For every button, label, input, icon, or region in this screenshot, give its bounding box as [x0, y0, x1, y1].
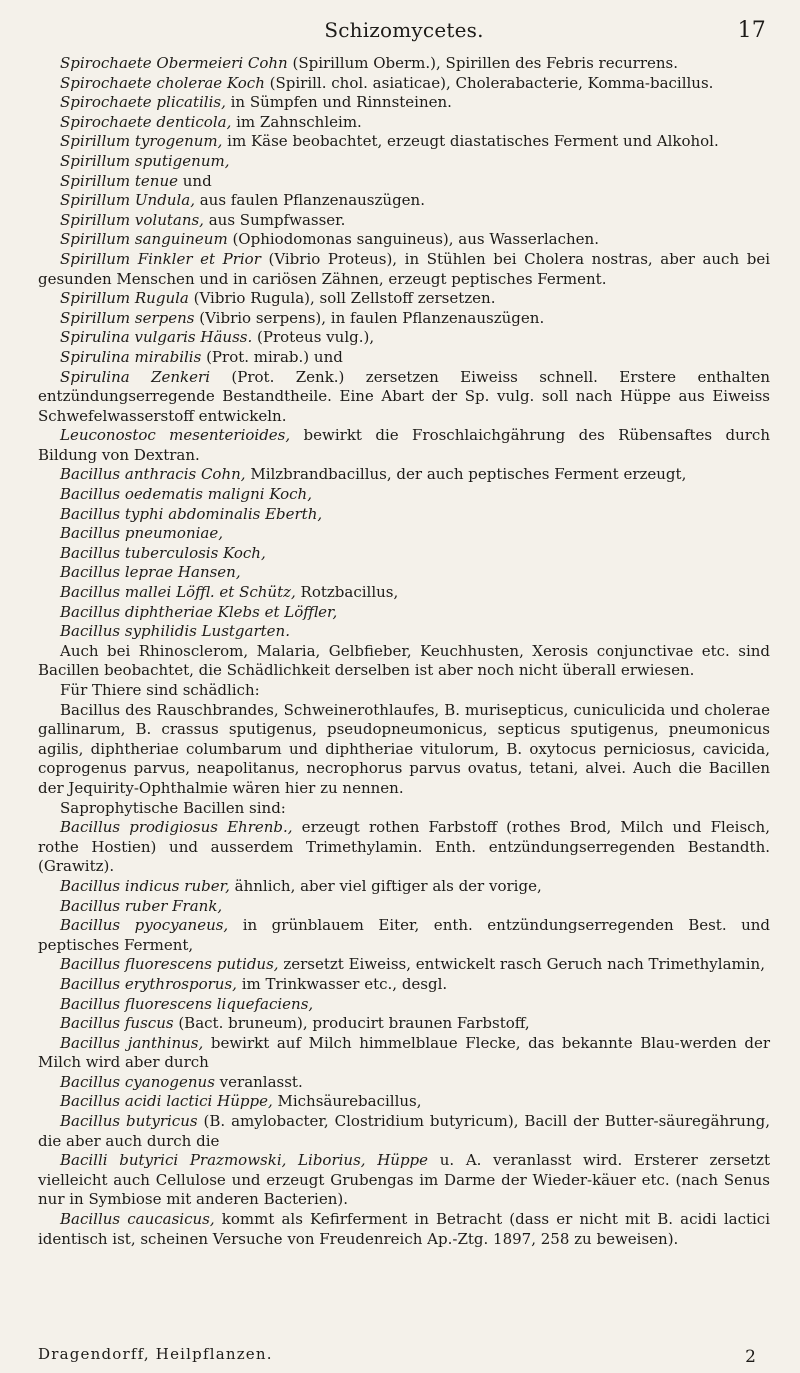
- page-number: 17: [737, 18, 766, 43]
- paragraph: [38, 132, 770, 152]
- paragraph: [38, 191, 770, 211]
- species-name: Spirillum sputigenum,: [60, 151, 230, 170]
- paragraph-text: (Vibrio Proteus), in Stühlen bei Cholera nostras, aber auch bei gesunden Menschen und in cariösen Zähnen, erzeugt peptisches Ferment.: [38, 249, 770, 288]
- paragraph-text: zersetzt Eiweiss, entwickelt rasch Geruch nach Trimethylamin,: [278, 955, 765, 974]
- paragraph-text: veranlasst.: [214, 1072, 303, 1091]
- species-name: Spirochaete cholerae Koch: [60, 73, 265, 92]
- species-name: Spirulina mirabilis: [60, 347, 202, 366]
- species-name: Bacillus cyanogenus: [60, 1072, 215, 1091]
- species-name: Spirillum tyrogenum,: [60, 132, 223, 151]
- paragraph-text: Saprophytische Bacillen sind:: [60, 798, 286, 817]
- paragraph: [38, 328, 770, 348]
- paragraph: [38, 152, 770, 172]
- paragraph-text: (B. amylobacter, Clostridium butyricum), Bacill der Butter-säuregährung, die aber auch durch die: [38, 1112, 770, 1150]
- paragraph: [38, 603, 770, 623]
- paragraph-text: (Proteus vulg.),: [252, 328, 375, 347]
- species-name: Bacillus mallei Löffl. et Schütz,: [60, 583, 296, 602]
- paragraph-text: ähnlich, aber viel giftiger als der vorige,: [229, 876, 542, 895]
- species-name: Spirillum volutans,: [60, 210, 204, 229]
- paragraph: [38, 309, 770, 329]
- paragraph: [38, 897, 770, 917]
- paragraph: [38, 172, 770, 192]
- species-name: Bacillus typhi abdominalis Eberth,: [60, 504, 323, 523]
- paragraph: [38, 877, 770, 897]
- paragraph: [38, 1112, 770, 1151]
- paragraph-text: (Prot. mirab.) und: [201, 347, 343, 366]
- paragraph-text: u. A. veranlasst wird. Ersterer zersetzt vielleicht auch Cellulose und erzeugt Grubengas im Darme der Wieder-käuer etc. (nach Senus nur in Symbiose mit anderen Bacterien).: [38, 1151, 770, 1209]
- body-text: [38, 54, 770, 1249]
- paragraph-text: (Ophiodomonas sanguineus), aus Wasserlachen.: [227, 230, 599, 249]
- species-name: Bacillus butyricus: [60, 1112, 198, 1131]
- species-name: Bacillus janthinus,: [60, 1033, 204, 1052]
- paragraph-text: bewirkt auf Milch himmelblaue Flecke, das bekannte Blau-werden der Milch wird aber durch: [38, 1033, 771, 1072]
- species-name: Bacillus fluorescens liquefaciens,: [60, 994, 314, 1013]
- species-name: Bacillus indicus ruber,: [60, 876, 230, 895]
- paragraph-text: in grünblauem Eiter, enth. entzündungserregenden Best. und peptisches Ferment,: [38, 916, 771, 954]
- paragraph-text: und: [178, 171, 212, 190]
- paragraph: [38, 818, 770, 877]
- species-name: Bacillus pyocyaneus,: [60, 916, 229, 935]
- paragraph: [38, 681, 770, 701]
- paragraph: [38, 975, 770, 995]
- paragraph: [38, 368, 770, 427]
- paragraph: [38, 1014, 770, 1034]
- species-name: Bacillus tuberculosis Koch,: [60, 543, 266, 562]
- species-name: Bacillus fuscus: [60, 1014, 174, 1033]
- paragraph: [38, 995, 770, 1015]
- species-name: Bacillus diphtheriae Klebs et Löffler,: [60, 602, 338, 621]
- paragraph: [38, 348, 770, 368]
- species-name: Spirillum serpens: [60, 308, 195, 327]
- paragraph: [38, 583, 770, 603]
- paragraph: [38, 93, 770, 113]
- paragraph: [38, 1034, 770, 1073]
- paragraph: [38, 1073, 770, 1093]
- paragraph-text: Für Thiere sind schädlich:: [60, 681, 260, 699]
- species-name: Bacillus erythrosporus,: [60, 974, 237, 993]
- species-name: Bacilli butyrici Prazmowski, Liborius, Hüppe: [60, 1151, 429, 1170]
- species-name: Spirillum Finkler et Prior: [60, 249, 261, 268]
- paragraph-text: (Vibrio serpens), in faulen Pflanzenauszügen.: [194, 308, 545, 327]
- species-name: Spirochaete Obermeieri Cohn: [60, 54, 288, 72]
- paragraph-text: aus faulen Pflanzenauszügen.: [194, 191, 425, 210]
- paragraph-text: in Sümpfen und Rinnsteinen.: [225, 93, 452, 112]
- paragraph-text: aus Sumpfwasser.: [203, 210, 346, 229]
- paragraph: [38, 544, 770, 564]
- paragraph: [38, 211, 770, 231]
- paragraph: [38, 1092, 770, 1112]
- publisher-line: Dragendorff, Heilpflanzen.: [38, 1345, 273, 1363]
- paragraph-text: (Bact. bruneum), producirt braunen Farbstoff,: [173, 1014, 530, 1033]
- paragraph: [38, 426, 770, 465]
- paragraph: [38, 955, 770, 975]
- paragraph-text: Bacillus des Rauschbrandes, Schweinerothlaufes, B. murisepticus, cuniculicida und cholerae gallinarum, B. crassus sputigenus, pseudopneumonicus, septicus sputigenus, pneumonicus agilis, diphtheriae columbarum und diphtheriae vitulorum, B. oxytocus perniciosus, cavicida, coprogenus parvus, neapolitanus, necrophorus parvus ovatus, tetani, alvei. Auch die Bacillen der Jequirity-Ophthalmie wären hier zu nennen.: [38, 700, 770, 797]
- species-name: Bacillus leprae Hansen,: [60, 563, 241, 582]
- paragraph: [38, 799, 770, 819]
- species-name: Spirillum Rugula: [60, 289, 189, 308]
- species-name: Spirochaete denticola,: [60, 112, 232, 131]
- paragraph: [38, 1151, 770, 1210]
- paragraph: [38, 250, 770, 289]
- paragraph-text: (Spirill. chol. asiaticae), Cholerabacterie, Komma-bacillus.: [264, 73, 714, 92]
- paragraph-text: Michsäurebacillus,: [272, 1092, 422, 1111]
- paragraph: [38, 289, 770, 309]
- running-title: Schizomycetes.: [324, 18, 484, 42]
- paragraph-text: (Spirillum Oberm.), Spirillen des Febris recurrens.: [287, 54, 678, 72]
- paragraph: [38, 701, 770, 799]
- species-name: Bacillus caucasicus,: [60, 1210, 215, 1229]
- page-footer: [38, 1345, 770, 1367]
- paragraph: [38, 230, 770, 250]
- paragraph-text: bewirkt die Froschlaichgährung des Rübensaftes durch Bildung von Dextran.: [38, 426, 770, 464]
- species-name: Bacillus ruber Frank,: [60, 896, 223, 915]
- species-name: Spirillum Undula,: [60, 191, 195, 210]
- species-name: Leuconostoc mesenterioides,: [60, 426, 291, 445]
- paragraph: [38, 524, 770, 544]
- paragraph-text: (Vibrio Rugula), soll Zellstoff zersetzen.: [188, 289, 496, 308]
- paragraph: [38, 485, 770, 505]
- paragraph-text: kommt als Kefirferment in Betracht (dass er nicht mit B. acidi lactici identisch ist, scheinen Versuche von Freudenreich Ap.-Ztg. 1897, 258 zu beweisen).: [38, 1210, 770, 1248]
- species-name: Bacillus prodigiosus Ehrenb.,: [60, 818, 293, 837]
- species-name: Bacillus oedematis maligni Koch,: [60, 485, 312, 504]
- paragraph: [38, 54, 770, 74]
- paragraph: [38, 74, 770, 94]
- paragraph-text: erzeugt rothen Farbstoff (rothes Brod, Milch und Fleisch, rothe Hostien) und ausserdem Trimethylamin. Enth. entzündungserregenden Bestandth. (Grawitz).: [38, 818, 770, 876]
- paragraph-text: Auch bei Rhinosclerom, Malaria, Gelbfieber, Keuchhusten, Xerosis conjunctivae etc. sind Bacillen beobachtet, die Schädlichkeit derselben ist aber noch nicht überall erwiesen.: [38, 641, 770, 680]
- species-name: Spirulina vulgaris Häuss.: [60, 328, 253, 347]
- paragraph: [38, 1210, 770, 1249]
- paragraph-text: im Trinkwasser etc., desgl.: [236, 974, 448, 993]
- paragraph: [38, 563, 770, 583]
- species-name: Spirulina Zenkeri: [60, 367, 210, 386]
- species-name: Spirillum tenue: [60, 171, 178, 190]
- species-name: Bacillus anthracis Cohn,: [60, 465, 246, 484]
- paragraph-text: Rotzbacillus,: [295, 583, 399, 602]
- species-name: Spirochaete plicatilis,: [60, 93, 226, 112]
- paragraph-text: im Zahnschleim.: [231, 112, 362, 131]
- paragraph-text: (Prot. Zenk.) zersetzen Eiweiss schnell. Erstere enthalten entzündungserregende Bestandtheile. Eine Abart der Sp. vulg. soll nach Hüppe aus Eiweiss Schwefelwasserstoff entwickeln.: [38, 367, 770, 425]
- signature-mark: 2: [745, 1347, 756, 1367]
- paragraph: [38, 465, 770, 485]
- paragraph: [38, 622, 770, 642]
- paragraph: [38, 916, 770, 955]
- species-name: Spirillum sanguineum: [60, 230, 228, 249]
- paragraph-text: im Käse beobachtet, erzeugt diastatisches Ferment und Alkohol.: [222, 132, 719, 151]
- species-name: Bacillus fluorescens putidus,: [60, 955, 279, 974]
- paragraph: [38, 113, 770, 133]
- species-name: Bacillus syphilidis Lustgarten.: [60, 622, 290, 641]
- species-name: Bacillus pneumoniae,: [60, 524, 223, 543]
- page-header: [38, 16, 770, 54]
- paragraph: [38, 642, 770, 681]
- paragraph: [38, 505, 770, 525]
- species-name: Bacillus acidi lactici Hüppe,: [60, 1092, 273, 1111]
- paragraph-text: Milzbrandbacillus, der auch peptisches Ferment erzeugt,: [245, 465, 687, 484]
